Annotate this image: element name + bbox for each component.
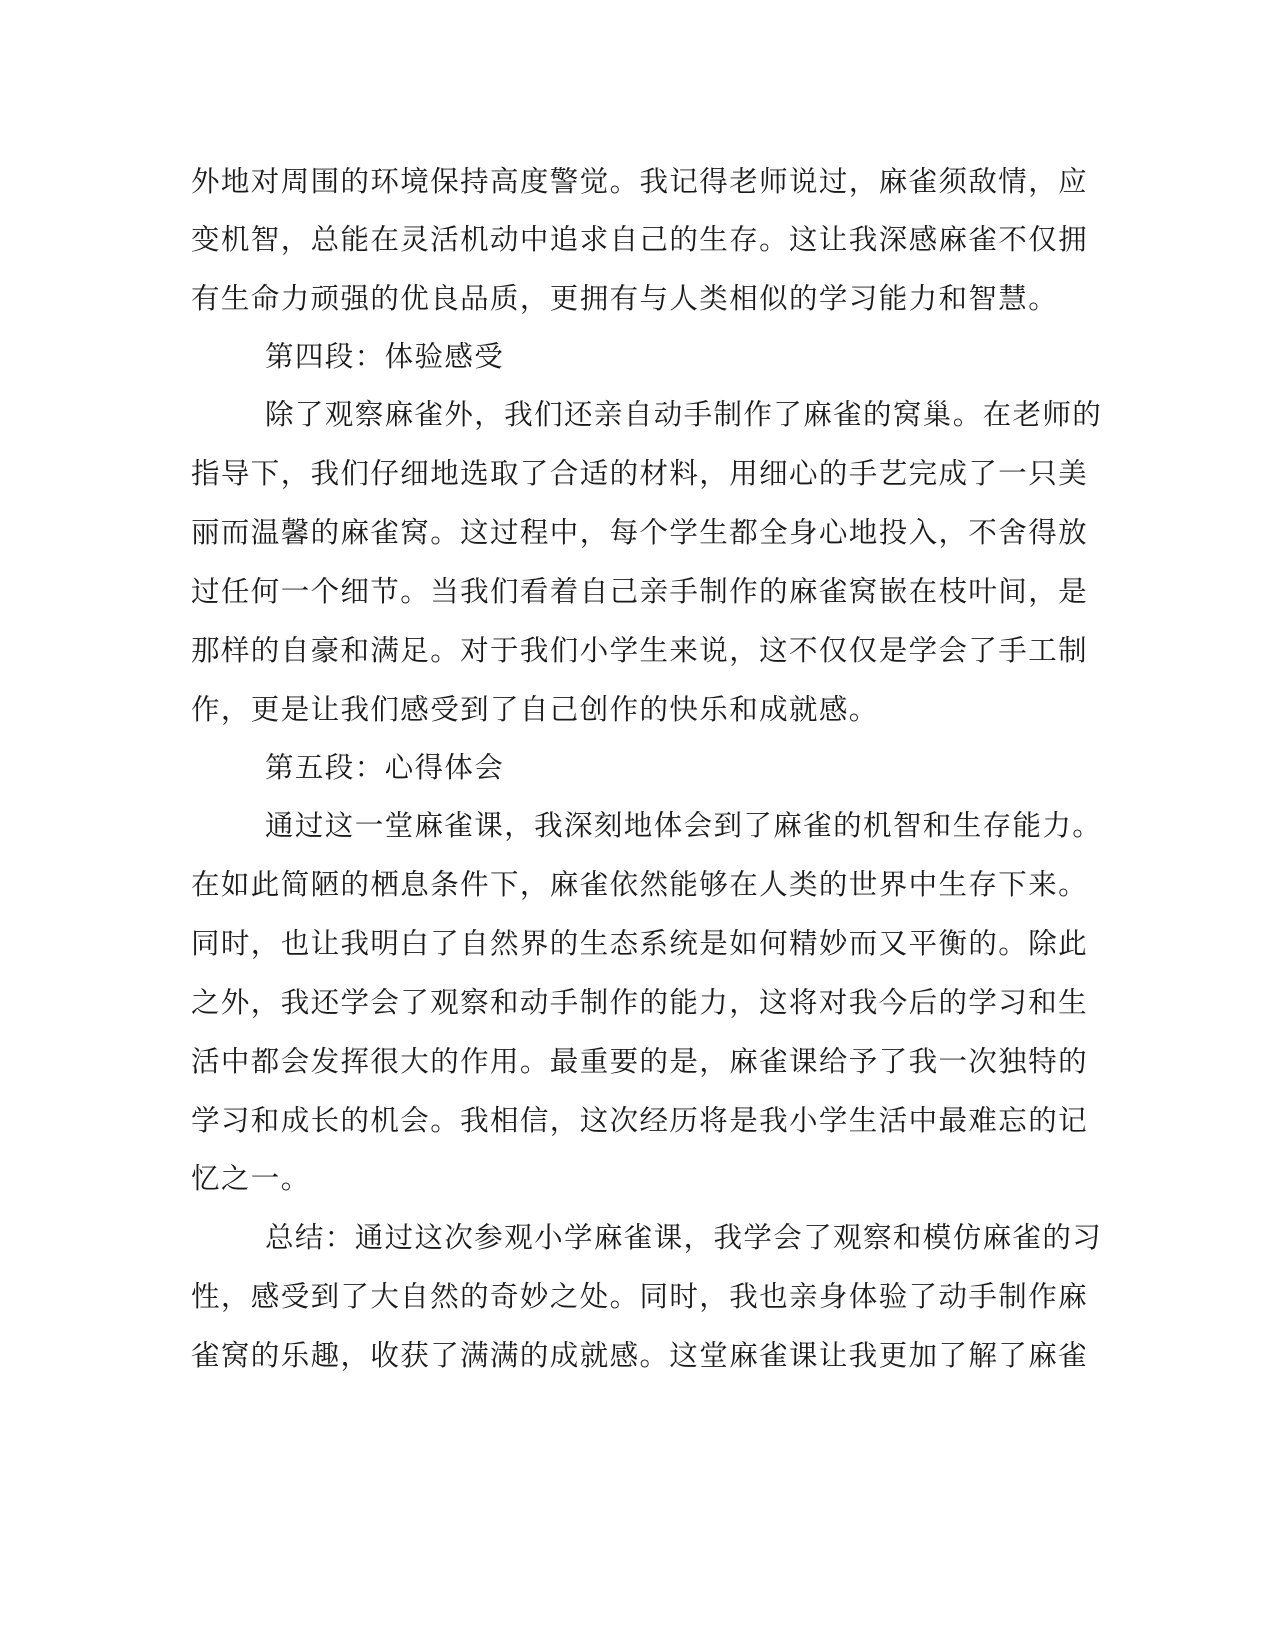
text-line: 有生命力顽强的优良品质，更拥有与人类相似的学习能力和智慧。 [191,282,1059,315]
text-line: 同时，也让我明白了自然界的生态系统是如何精妙而又平衡的。除此 [191,927,1089,960]
text-line: 外地对周围的环境保持高度警觉。我记得老师说过，麻雀须敌情，应 [191,165,1089,198]
text-line: 活中都会发挥很大的作用。最重要的是，麻雀课给予了我一次独特的 [191,1045,1089,1078]
text-line: 变机智，总能在灵活机动中追求自己的生存。这让我深感麻雀不仅拥 [191,223,1089,256]
paragraph-first-line: 总结：通过这次参观小学麻雀课，我学会了观察和模仿麻雀的习 [265,1221,1103,1254]
text-line: 那样的自豪和满足。对于我们小学生来说，这不仅仅是学会了手工制 [191,634,1089,667]
section-heading: 第四段：体验感受 [265,340,505,373]
text-line: 之外，我还学会了观察和动手制作的能力，这将对我今后的学习和生 [191,986,1089,1019]
section-heading: 第五段：心得体会 [265,751,505,784]
text-line: 在如此简陋的栖息条件下，麻雀依然能够在人类的世界中生存下来。 [191,868,1089,901]
paragraph-first-line: 通过这一堂麻雀课，我深刻地体会到了麻雀的机智和生存能力。 [265,809,1103,842]
text-line: 性，感受到了大自然的奇妙之处。同时，我也亲身体验了动手制作麻 [191,1280,1089,1313]
text-line: 学习和成长的机会。我相信，这次经历将是我小学生活中最难忘的记 [191,1104,1089,1137]
text-line: 指导下，我们仔细地选取了合适的材料，用细心的手艺完成了一只美 [191,457,1089,490]
text-line: 忆之一。 [191,1162,311,1195]
paragraph-first-line: 除了观察麻雀外，我们还亲自动手制作了麻雀的窝巢。在老师的 [265,398,1103,431]
text-line: 雀窝的乐趣，收获了满满的成就感。这堂麻雀课让我更加了解了麻雀 [191,1339,1089,1372]
text-line: 作，更是让我们感受到了自己创作的快乐和成就感。 [191,693,879,726]
text-line: 丽而温馨的麻雀窝。这过程中，每个学生都全身心地投入，不舍得放 [191,516,1089,549]
text-line: 过任何一个细节。当我们看着自己亲手制作的麻雀窝嵌在枝叶间，是 [191,575,1089,608]
